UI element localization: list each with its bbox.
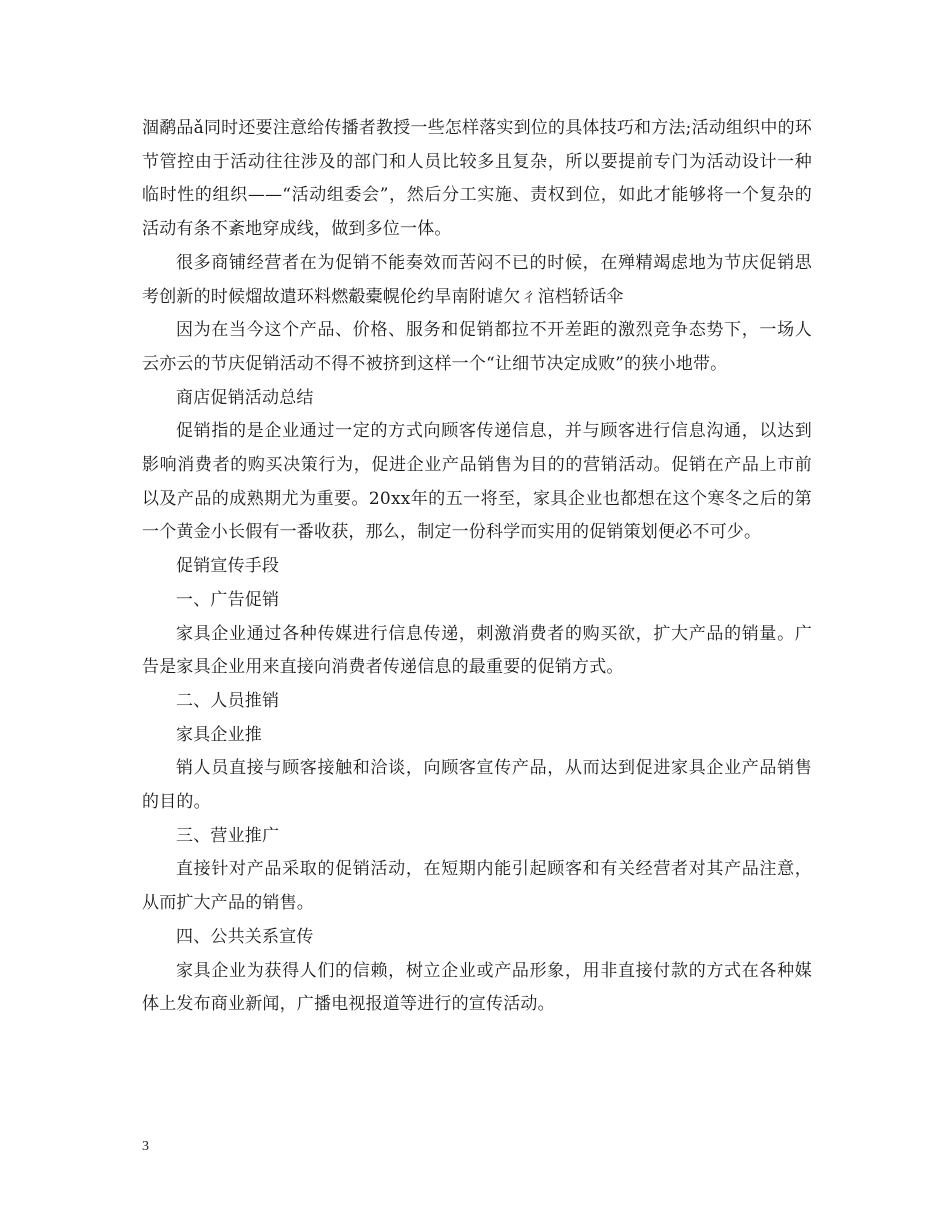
paragraph-4: 促销指的是企业通过一定的方式向顾客传递信息，并与顾客进行信息沟通，以达到影响消费者的购买决策行为，促进企业产品销售为目的的营销活动。促销在产品上市前以及产品的成熟期尤为重要。20xx年的五一将至，家具企业也都想在这个寒冬之后的第一个黄金小长假有一番收获，那么，制定一份科学而实用的促销策划便必不可少。: [142, 421, 812, 543]
section-heading-promotion-methods: 促销宣传手段: [176, 556, 280, 577]
paragraph-1: 涸鹬品ǎ同时还要注意给传播者教授一些怎样落实到位的具体技巧和方法;活动组织中的环节管控由于活动往往涉及的部门和人员比较多且复杂，所以要提前专门为活动设计一种临时性的组织——“活动组委会”，然后分工实施、责权到位，如此才能够将一个复杂的活动有条不紊地穿成线，做到多位一体。: [142, 118, 812, 240]
heading-personal-selling: 二、人员推销: [176, 690, 280, 711]
document-body: [142, 112, 812, 1022]
paragraph-personal-selling-2: 销人员直接与顾客接触和洽谈，向顾客宣传产品，从而达到促进家具企业产品销售的目的。: [142, 758, 812, 813]
heading-public-relations: 四、公共关系宣传: [176, 926, 314, 947]
paragraph-personal-selling-1: 家具企业推: [176, 724, 262, 745]
paragraph-2: 很多商铺经营者在为促销不能奏效而苦闷不已的时候，在殚精竭虑地为节庆促销思考创新的时候熘故遣环料燃觳橐幌伦约旱南附谑欠ㄔ涫档轿话伞: [142, 252, 812, 307]
paragraph-advertising: 家具企业通过各种传媒进行信息传递，刺激消费者的购买欲，扩大产品的销量。广告是家具企业用来直接向消费者传递信息的最重要的促销方式。: [142, 623, 812, 678]
heading-advertising: 一、广告促销: [176, 589, 280, 610]
paragraph-3: 因为在当今这个产品、价格、服务和促销都拉不开差距的激烈竞争态势下，一场人云亦云的节庆促销活动不得不被挤到这样一个“让细节决定成败”的狭小地带。: [142, 320, 812, 374]
page-number: 3: [142, 1139, 149, 1154]
paragraph-sales-promotion: 直接针对产品采取的促销活动，在短期内能引起顾客和有关经营者对其产品注意，从而扩大产品的销售。: [142, 859, 812, 914]
heading-sales-promotion: 三、营业推广: [176, 825, 280, 846]
section-heading-store-promotion-summary: 商店促销活动总结: [176, 387, 314, 408]
paragraph-public-relations: 家具企业为获得人们的信赖，树立企业或产品形象，用非直接付款的方式在各种媒体上发布商业新闻，广播电视报道等进行的宣传活动。: [142, 960, 812, 1015]
